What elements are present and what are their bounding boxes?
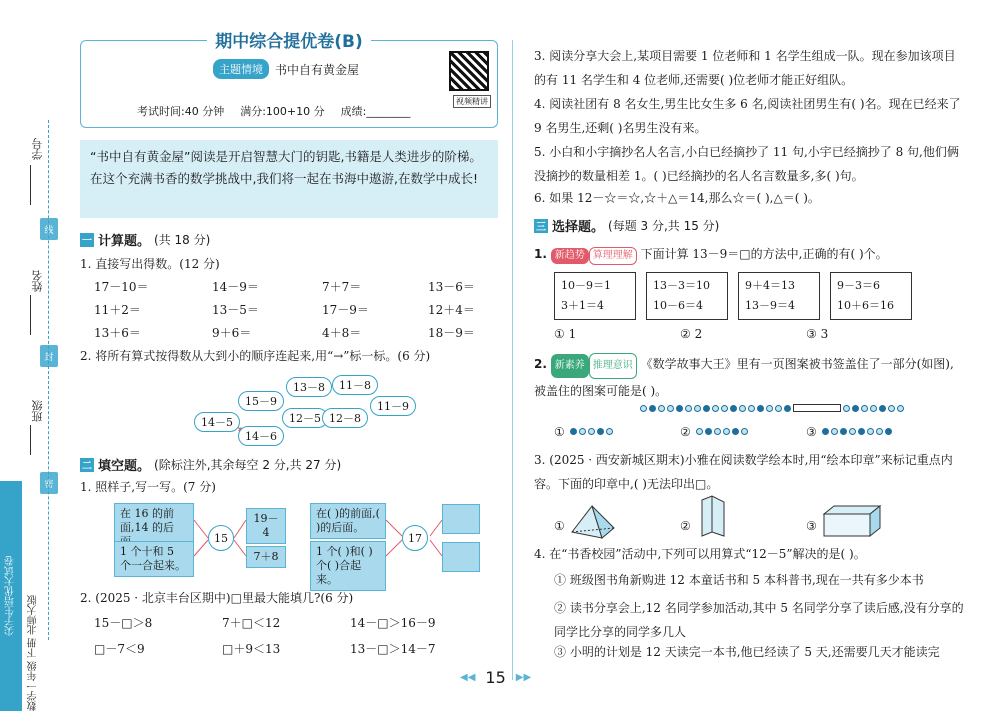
answer-box[interactable] bbox=[442, 542, 480, 572]
question-2-2: 2. (2025 · 北京丰台区期中)□里最大能填几?(6 分) bbox=[80, 591, 354, 605]
qr-caption: 视频精讲 bbox=[453, 95, 491, 108]
intro-paragraph: “书中自有黄金屋”阅读是开启智慧大门的钥匙,书籍是人类进步的阶梯。在这个充满书香的数学挑战中,我们将一起在书海中遨游,在数学中成长! bbox=[80, 140, 498, 218]
section-2-heading: 二 填空题。 (除标注外,其余每空 2 分,共 27 分) bbox=[82, 458, 342, 474]
method-box: 9－3＝6 10＋6＝16 bbox=[830, 272, 912, 320]
calc-item[interactable]: 4＋8＝ bbox=[322, 326, 362, 340]
option[interactable]: ② bbox=[680, 425, 691, 439]
cuboid-icon bbox=[822, 504, 882, 538]
theme-text: 书中自有黄金屋 bbox=[275, 62, 360, 77]
calc-item[interactable]: 17－9＝ bbox=[322, 303, 369, 317]
trend-tag: 新趋势 bbox=[551, 248, 589, 264]
section-1-number: 一 bbox=[80, 233, 94, 247]
prism-icon bbox=[698, 494, 728, 540]
question-1-1: 1. 直接写出得数。(12 分) bbox=[80, 257, 220, 271]
method-box: 10－9＝1 3＋1＝4 bbox=[554, 272, 636, 320]
inequality-item[interactable]: 7＋□＜12 bbox=[222, 616, 281, 630]
page-footer bbox=[460, 668, 531, 687]
name-label: 姓名 bbox=[31, 270, 44, 292]
example-circle: 15 bbox=[208, 525, 234, 551]
expr-oval[interactable]: 15－9 bbox=[238, 391, 284, 411]
inequality-item[interactable]: □＋9＜13 bbox=[222, 642, 281, 656]
calc-item[interactable]: 18－9＝ bbox=[428, 326, 475, 340]
expr-oval[interactable]: 12－5 bbox=[282, 408, 328, 428]
inequality-item[interactable]: 15－□＞8 bbox=[94, 616, 153, 630]
example-box: 在 16 的前面,14 的后 bbox=[114, 503, 194, 553]
question-2-1: 1. 照样子,写一写。(7 分) bbox=[80, 480, 216, 494]
page-number: 15 bbox=[485, 668, 506, 687]
method-box: 9＋4＝13 13－9＝4 bbox=[738, 272, 820, 320]
expr-oval[interactable]: 13－8 bbox=[286, 377, 332, 397]
bead-pattern bbox=[640, 404, 904, 412]
option[interactable]: ① bbox=[554, 519, 565, 533]
example-box: 19－4 bbox=[246, 508, 286, 544]
score-field[interactable]: 成绩:________ bbox=[340, 105, 411, 118]
expr-oval[interactable]: 14－6 bbox=[238, 426, 284, 446]
exam-score-total: 满分:100+10 分 bbox=[240, 105, 325, 118]
theme-tag: 主题情境 bbox=[213, 59, 269, 79]
expr-oval[interactable]: 14－5 bbox=[194, 412, 240, 432]
example-box: 7＋8 bbox=[246, 546, 286, 568]
expr-oval[interactable]: 11－8 bbox=[332, 375, 378, 395]
type-tag: 推理意识 bbox=[589, 353, 637, 379]
expr-oval[interactable]: 11－9 bbox=[370, 396, 416, 416]
bind-dot-secret: 密 bbox=[40, 472, 58, 494]
calc-item[interactable]: 13－5＝ bbox=[212, 303, 259, 317]
inequality-item[interactable]: 14－□＞16－9 bbox=[350, 616, 436, 630]
calc-item[interactable]: 11＋2＝ bbox=[94, 303, 141, 317]
section-1-heading: 一 计算题。 (共 18 分) bbox=[82, 233, 211, 249]
section-3-heading: 三 选择题。 (每题 3 分,共 15 分) bbox=[536, 219, 720, 235]
next-arrow-icon: ▶▶ bbox=[515, 672, 532, 683]
answer-box[interactable] bbox=[442, 504, 480, 534]
calc-item[interactable]: 13－6＝ bbox=[428, 280, 475, 294]
example-box: 1 个十和 5 个一合起来。 bbox=[114, 541, 194, 577]
question-2-5: 5. 小白和小宇摘抄名人名言,小白已经摘抄了 11 句,小宇已经摘抄了 8 句,他们俩没摘抄的数量相差 1。( )已经摘抄的名人名言数量多,多( )句。 bbox=[534, 145, 959, 183]
option[interactable]: ① 班级图书角新购进 12 本童话书和 5 本科普书,现在一共有多少本书 bbox=[554, 573, 924, 587]
calc-item[interactable]: 14－9＝ bbox=[212, 280, 259, 294]
prev-arrow-icon: ◀◀ bbox=[460, 672, 476, 683]
literacy-tag: 新素养 bbox=[551, 354, 589, 378]
calc-item[interactable]: 13＋6＝ bbox=[94, 326, 141, 340]
calc-item[interactable]: 12＋4＝ bbox=[428, 303, 475, 317]
expr-oval[interactable]: 12－8 bbox=[322, 408, 368, 428]
bookmark-cover bbox=[793, 404, 841, 412]
choice-3: 3. (2025 · 西安新城区期末)小雅在阅读数学绘本时,用“绘本印章”来标记重点内容。下面的印章中,( )无法印出□。 bbox=[534, 453, 953, 491]
calc-item[interactable]: 7＋7＝ bbox=[322, 280, 362, 294]
calc-item[interactable]: 17－10＝ bbox=[94, 280, 149, 294]
option[interactable]: ① bbox=[554, 425, 565, 439]
question-2-3: 3. 阅读分享大会上,某项目需要 1 位老师和 1 名学生组成一队。现在参加该项目的有 11 名学生和 4 位老师,还需要( )位老师才能正好组队。 bbox=[534, 49, 956, 87]
option[interactable]: ③ bbox=[806, 519, 817, 533]
class-label: 班级 bbox=[31, 400, 44, 422]
bind-dot-line: 线 bbox=[40, 218, 58, 240]
option[interactable]: ② bbox=[680, 519, 691, 533]
question-2-6: 6. 如果 12－☆＝☆,☆＋△＝14,那么☆＝( ),△＝( )。 bbox=[534, 191, 820, 205]
bind-dot-seal: 封 bbox=[40, 345, 58, 367]
type-tag: 算理理解 bbox=[589, 247, 637, 265]
fill-box[interactable]: 在( )的前面,( )的后面。 bbox=[310, 503, 386, 539]
option[interactable]: ② 2 bbox=[680, 327, 703, 341]
series-subtitle: 数学一年级 下册 北师大版 bbox=[28, 594, 39, 711]
choice-2: 2. 新素养 推理意识 《数学故事大王》里有一页图案被书签盖住了一部分(如图),被盖住的图案可能是( )。 bbox=[534, 352, 964, 403]
question-1-2: 2. 将所有算式按得数从大到小的顺序连起来,用“→”标一标。(6 分) bbox=[80, 349, 431, 363]
inequality-item[interactable]: □－7＜9 bbox=[94, 642, 145, 656]
student-id-label: 学号 bbox=[31, 138, 44, 160]
exam-title: 期中综合提优卷(B) bbox=[207, 32, 371, 52]
exam-time: 考试时间:40 分钟 bbox=[137, 105, 225, 118]
question-2-4: 4. 阅读社团有 8 名女生,男生比女生多 6 名,阅读社团男生有( )名。现在已经来了 9 名男生,还剩( )名男生没有来。 bbox=[534, 97, 961, 135]
section-3-number: 三 bbox=[534, 219, 548, 233]
option[interactable]: ② 读书分享会上,12 名同学参加活动,其中 5 名同学分享了读后感,没有分享的同学比分享的同学多几人 bbox=[554, 601, 964, 639]
option[interactable]: ① 1 bbox=[554, 327, 577, 341]
choice-1: 1. 新趋势 算理理解 下面计算 13－9＝□的方法中,正确的有( )个。 bbox=[534, 246, 964, 265]
method-box: 13－3＝10 10－6＝4 bbox=[646, 272, 728, 320]
section-2-number: 二 bbox=[80, 458, 94, 472]
choice-4: 4. 在“书香校园”活动中,下列可以用算式“12－5”解决的是( )。 bbox=[534, 547, 866, 561]
option[interactable]: ③ 3 bbox=[806, 327, 829, 341]
fill-box[interactable]: 1 个( )和( )个( )合起来。 bbox=[310, 541, 386, 591]
option[interactable]: ③ bbox=[806, 425, 817, 439]
pyramid-icon bbox=[568, 504, 616, 540]
inequality-item[interactable]: 13－□＞14－7 bbox=[350, 642, 436, 656]
fill-circle: 17 bbox=[402, 525, 428, 551]
series-tag: 尖子生培优大试卷 bbox=[0, 481, 22, 711]
option[interactable]: ③ 小明的计划是 12 天读完一本书,他已经读了 5 天,还需要几天才能读完 bbox=[554, 645, 940, 659]
calc-item[interactable]: 9＋6＝ bbox=[212, 326, 252, 340]
